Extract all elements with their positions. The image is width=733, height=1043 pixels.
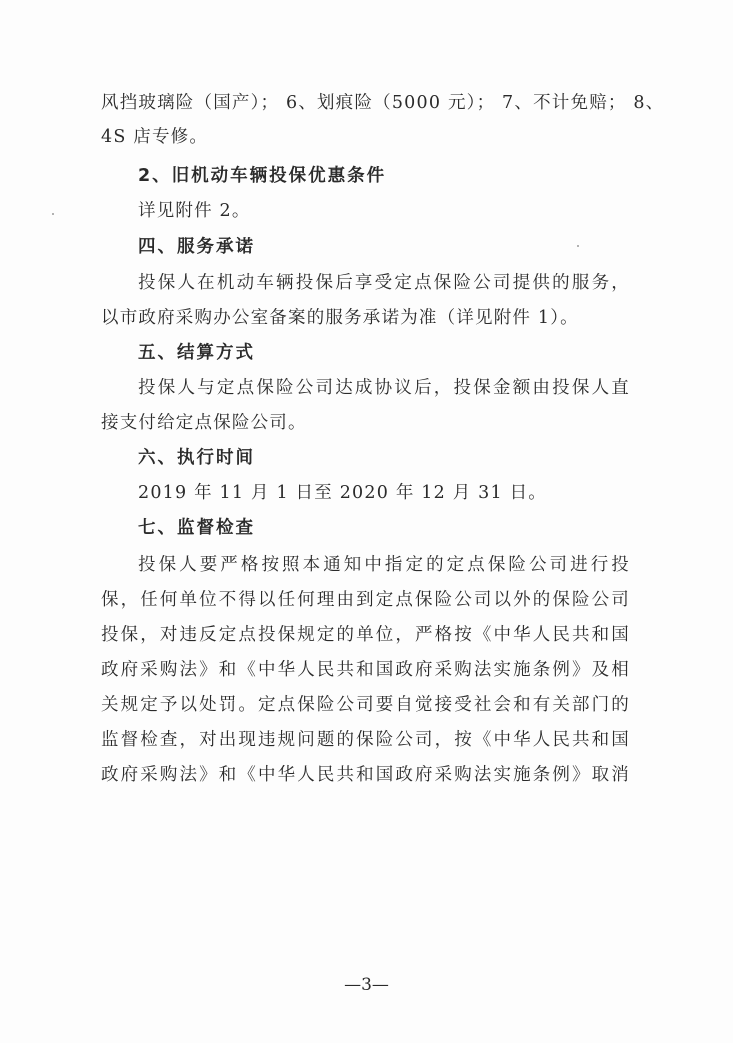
scan-speck [52, 213, 54, 215]
section-heading: 五、结算方式 [138, 343, 255, 363]
body-text-line: 以市政府采购办公室备案的服务承诺为准（详见附件 1）。 [101, 308, 579, 328]
section-heading: 四、服务承诺 [138, 237, 255, 257]
body-text-line: 投保人要严格按照本通知中指定的定点保险公司进行投 [138, 555, 630, 575]
body-text-line: 政府采购法》和《中华人民共和国政府采购法实施条例》取消 [101, 765, 630, 785]
body-text-line: 详见附件 2。 [138, 201, 251, 221]
body-text-line: 关规定予以处罚。定点保险公司要自觉接受社会和有关部门的 [101, 695, 630, 715]
body-text-line: 风挡玻璃险（国产）； 6、划痕险（5000 元）； 7、不计免赔； 8、 [101, 93, 665, 113]
scan-speck [577, 245, 579, 247]
body-text-line: 投保，对违反定点投保规定的单位，严格按《中华人民共和国 [101, 625, 630, 645]
body-text-line: 接支付给定点保险公司。 [101, 413, 307, 433]
body-text-line: 投保人与定点保险公司达成协议后，投保金额由投保人直 [138, 378, 630, 398]
section-heading: 七、监督检查 [138, 518, 255, 538]
body-text-line: 监督检查，对出现违规问题的保险公司，按《中华人民共和国 [101, 730, 630, 750]
body-text-line: 2019 年 11 月 1 日至 2020 年 12 月 31 日。 [138, 483, 547, 503]
section-heading: 六、执行时间 [138, 448, 255, 468]
page-number: —3— [344, 975, 389, 995]
body-text-line: 4S 店专修。 [101, 127, 209, 147]
body-text-line: 保，任何单位不得以任何理由到定点保险公司以外的保险公司 [101, 590, 630, 610]
body-text-line: 投保人在机动车辆投保后享受定点保险公司提供的服务， [138, 273, 630, 293]
subsection-heading: 2、旧机动车辆投保优惠条件 [138, 166, 387, 186]
body-text-line: 政府采购法》和《中华人民共和国政府采购法实施条例》及相 [101, 660, 630, 680]
